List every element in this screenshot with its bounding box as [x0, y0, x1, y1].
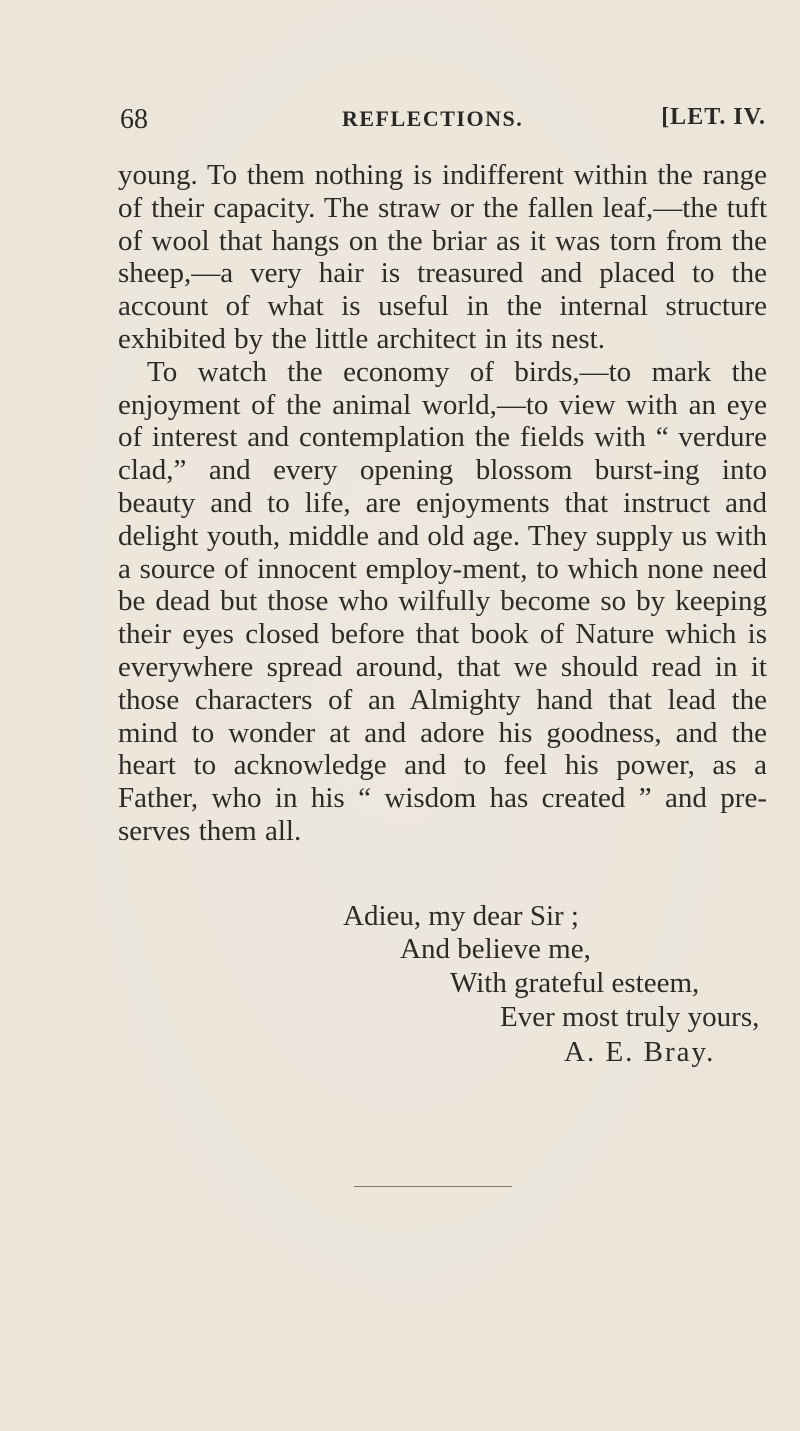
- main-text: [118, 159, 767, 848]
- closing-line-believe: And believe me,: [400, 933, 591, 965]
- signature: A. E. Bray.: [564, 1036, 716, 1068]
- closing-line-adieu: Adieu, my dear Sir ;: [343, 900, 579, 932]
- page-number: 68: [120, 104, 148, 135]
- closing-line-yours: Ever most truly yours,: [500, 1001, 760, 1033]
- paragraph-continued: young. To them nothing is indifferent within the range of their capacity. The straw or the fallen leaf,—the tuft of wool that hangs on the briar as it was torn from the sheep,—a very hair is treasured and placed to the account of what is useful in the internal structure exhibited by the little architect in its nest.: [118, 159, 767, 355]
- paragraph: To watch the economy of birds,—to mark the enjoyment of the animal world,—to view with an eye of interest and contemplation the fields with “ verdure clad,” and every opening blossom burst-ing into beauty and to life, are enjoyments that instruct and delight youth, middle and old age. They supply us with a source of innocent employ-ment, to which none need be dead but those who wilfully become so by keeping their eyes closed before that book of Nature which is everywhere spread around, that we should read in it those characters of an Almighty hand that lead the mind to wonder at and adore his goodness, and the heart to acknowledge and to feel his power, as a Father, who in his “ wisdom has created ” and pre-serves them all.: [118, 355, 767, 847]
- closing-line-esteem: With grateful esteem,: [450, 967, 700, 999]
- page-header: [120, 104, 766, 140]
- letter-reference: [LET. IV.: [661, 104, 766, 130]
- section-rule: [354, 1186, 512, 1187]
- running-title: REFLECTIONS.: [342, 106, 524, 131]
